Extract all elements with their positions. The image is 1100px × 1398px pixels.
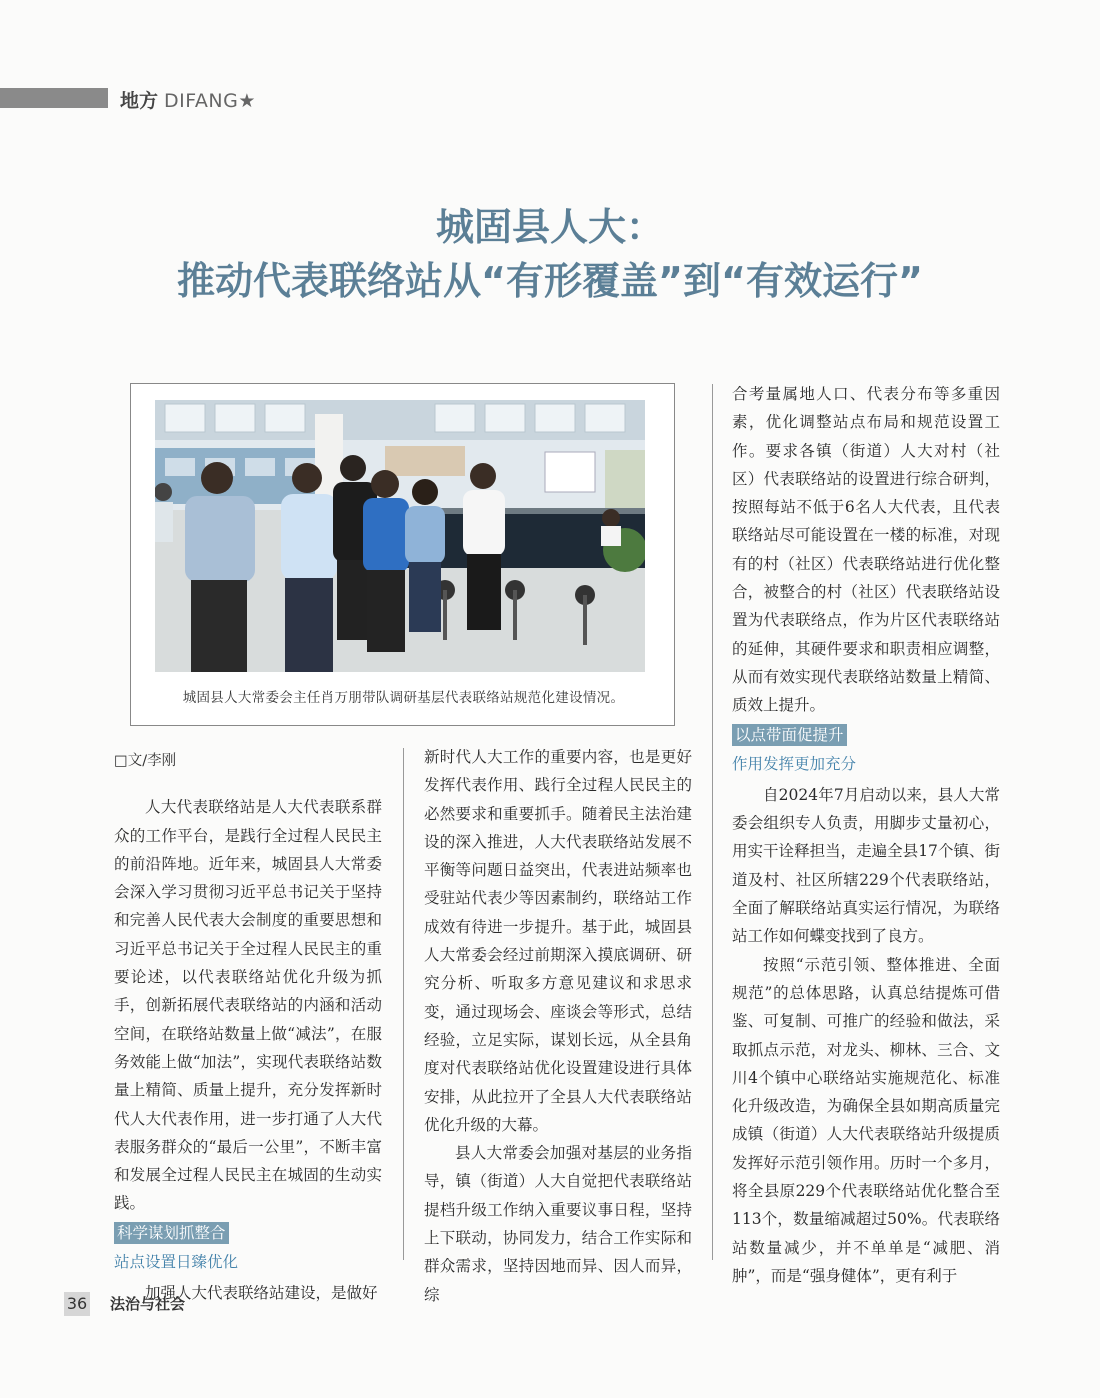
paragraph: 县人大常委会加强对基层的业务指导，镇（街道）人大自觉把代表联络站提档升级工作纳入重要议事日程，坚持上下联动，协同发力，结合工作实际和群众需求，坚持因地而异、因人而异，综 bbox=[424, 1144, 692, 1304]
article-title-line1: 城固县人大： bbox=[435, 205, 664, 249]
header-bar bbox=[0, 88, 108, 108]
subheading-highlight: 科学谋划抓整合 bbox=[114, 1222, 229, 1244]
photo-illustration bbox=[155, 400, 645, 672]
paragraph: 人大代表联络站是人大代表联系群众的工作平台，是践行全过程人民民主的前沿阵地。近年来，城固县人大常委会深入学习贯彻习近平总书记关于坚持和完善人民代表大会制度的重要思想和习近平总书记关于全过程人民民主的重要论述，以代表联络站优化升级为抓手，创新拓展代表联络站的内涵和活动空间，在联络站数量上做“减法”，在服务效能上做“加法”，实现代表联络站数量上精简、质量上提升，充分发挥新时代人大代表作用，进一步打通了人大代表服务群众的“最后一公里”，不断丰富和发展全过程人民民主在城固的生动实践。 bbox=[114, 798, 382, 1213]
column-divider bbox=[712, 384, 713, 1260]
subheading-highlight: 以点带面促提升 bbox=[732, 724, 847, 746]
column-c bbox=[732, 380, 1000, 1290]
subheading: 作用发挥更加充分 bbox=[732, 754, 857, 773]
column-a bbox=[114, 747, 382, 1307]
section-label: 地方 DIFANG★ bbox=[120, 90, 256, 112]
column-b bbox=[424, 743, 692, 1309]
photo-caption: 城固县人大常委会主任肖万朋带队调研基层代表联络站规范化建设情况。 bbox=[182, 690, 625, 706]
paragraph: 按照“示范引领、整体推进、全面规范”的总体思路，认真总结提炼可借鉴、可复制、可推广的经验和做法，采取抓点示范，对龙头、柳林、三合、文川4个镇中心联络站实施规范化、标准化升级改造，为确保全县如期高质量完成镇（街道）人大代表联络站升级提质发挥好示范引领作用。历时一个多月，将全县原229个代表联络站优化整合至113个，数量缩减超过50%。代表联络站数量减少，并不单单是“减肥、消肿”，而是“强身健体”，更有利于 bbox=[732, 955, 1000, 1285]
paragraph: 新时代人大工作的重要内容，也是更好发挥代表作用、践行全过程人民民主的必然要求和重要抓手。随着民主法治建设的深入推进，人大代表联络站发展不平衡等问题日益突出，代表进站频率也受驻站代表少等因素制约，联络站工作成效有待进一步提升。基于此，城固县人大常委会经过前期深入摸底调研、研究分析、听取多方意见建议和求思求变，通过现场会、座谈会等形式，总结经验，立足实际，谋划长远，从全县角度对代表联络站优化设置建设进行具体安排，从此拉开了全县人大代表联络站优化升级的大幕。 bbox=[424, 748, 692, 1134]
paragraph: 合考量属地人口、代表分布等多重因素，优化调整站点布局和规范设置工作。要求各镇（街道）人大对村（社区）代表联络站的设置进行综合研判，按照每站不低于6名人大代表，且代表联络站尽可能设置在一楼的标准，对现有的村（社区）代表联络站进行优化整合，被整合的村（社区）代表联络站设置为代表联络点，作为片区代表联络站的延伸，其硬件要求和职责相应调整，从而有效实现代表联络站数量上精简、质效上提升。 bbox=[732, 385, 1000, 715]
paragraph: 加强人大代表联络站建设，是做好 bbox=[145, 1284, 378, 1303]
paragraph: 自2024年7月启动以来，县人大常委会组织专人负责，用脚步丈量初心，用实干诠释担当，走遍全县17个镇、街道及村、社区所辖229个代表联络站，全面了解联络站真实运行情况，为联络站工作如何蝶变找到了良方。 bbox=[732, 785, 1000, 946]
article-title-line2: 推动代表联络站从“有形覆盖”到“有效运行” bbox=[177, 259, 923, 303]
page-number: 36 bbox=[64, 1292, 90, 1316]
photo-meeting-visit bbox=[155, 400, 645, 672]
subheading: 站点设置日臻优化 bbox=[114, 1253, 239, 1272]
magazine-name: 法治与社会 bbox=[110, 1295, 186, 1313]
column-divider bbox=[403, 748, 404, 1260]
author-byline: □文/李刚 bbox=[114, 753, 177, 769]
photo-frame bbox=[130, 383, 675, 726]
